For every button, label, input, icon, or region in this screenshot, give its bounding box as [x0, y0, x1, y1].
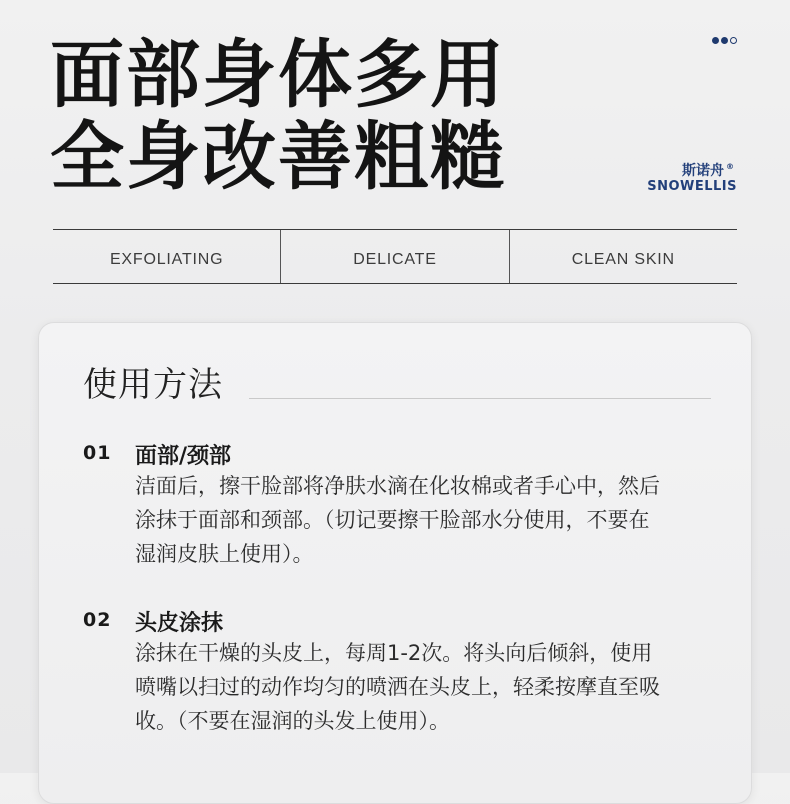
usage-card — [38, 322, 752, 804]
step-number: 01 — [83, 442, 112, 464]
title-divider — [249, 398, 711, 399]
step-line: 湿润皮肤上使用）。 — [135, 542, 314, 566]
step-title: 面部/颈部 — [135, 444, 232, 469]
step-line: 涂抹于面部和颈部。（切记要擦干脸部水分使用，不要在 — [135, 508, 650, 532]
headline-line-1: 面部身体多用 — [50, 32, 506, 118]
brand-name-cn-text: 斯诺舟 — [682, 163, 724, 179]
step-line: 洁面后，擦干脸部将净肤水滴在化妆棉或者手心中，然后 — [135, 474, 660, 498]
dot-filled-icon — [721, 37, 728, 44]
step-title: 头皮涂抹 — [135, 611, 224, 636]
registered-mark: ® — [726, 162, 734, 172]
step-line: 涂抹在干燥的头皮上，每周1-2次。将头向后倾斜，使用 — [135, 641, 653, 665]
pagination-dots-icon — [712, 37, 737, 44]
feature-clean-skin: CLEAN SKIN — [509, 230, 737, 283]
step-line: 喷嘴以扫过的动作均匀的喷洒在头皮上，轻柔按摩直至吸 — [135, 675, 660, 699]
step-line: 收。（不要在湿润的头发上使用）。 — [135, 709, 450, 733]
headline — [50, 34, 506, 198]
brand-logo-en: SNOWELLIS — [647, 179, 737, 194]
feature-bar — [53, 229, 737, 284]
step-number: 02 — [83, 609, 112, 631]
usage-title: 使用方法 — [83, 365, 223, 405]
dot-filled-icon — [712, 37, 719, 44]
feature-delicate: DELICATE — [280, 230, 508, 283]
brand-name-cn — [682, 160, 734, 180]
headline-line-2: 全身改善粗糙 — [50, 114, 506, 200]
step-description — [135, 636, 725, 738]
step-description — [135, 469, 725, 571]
feature-exfoliating: EXFOLIATING — [109, 250, 224, 268]
dot-ring-icon — [730, 37, 737, 44]
